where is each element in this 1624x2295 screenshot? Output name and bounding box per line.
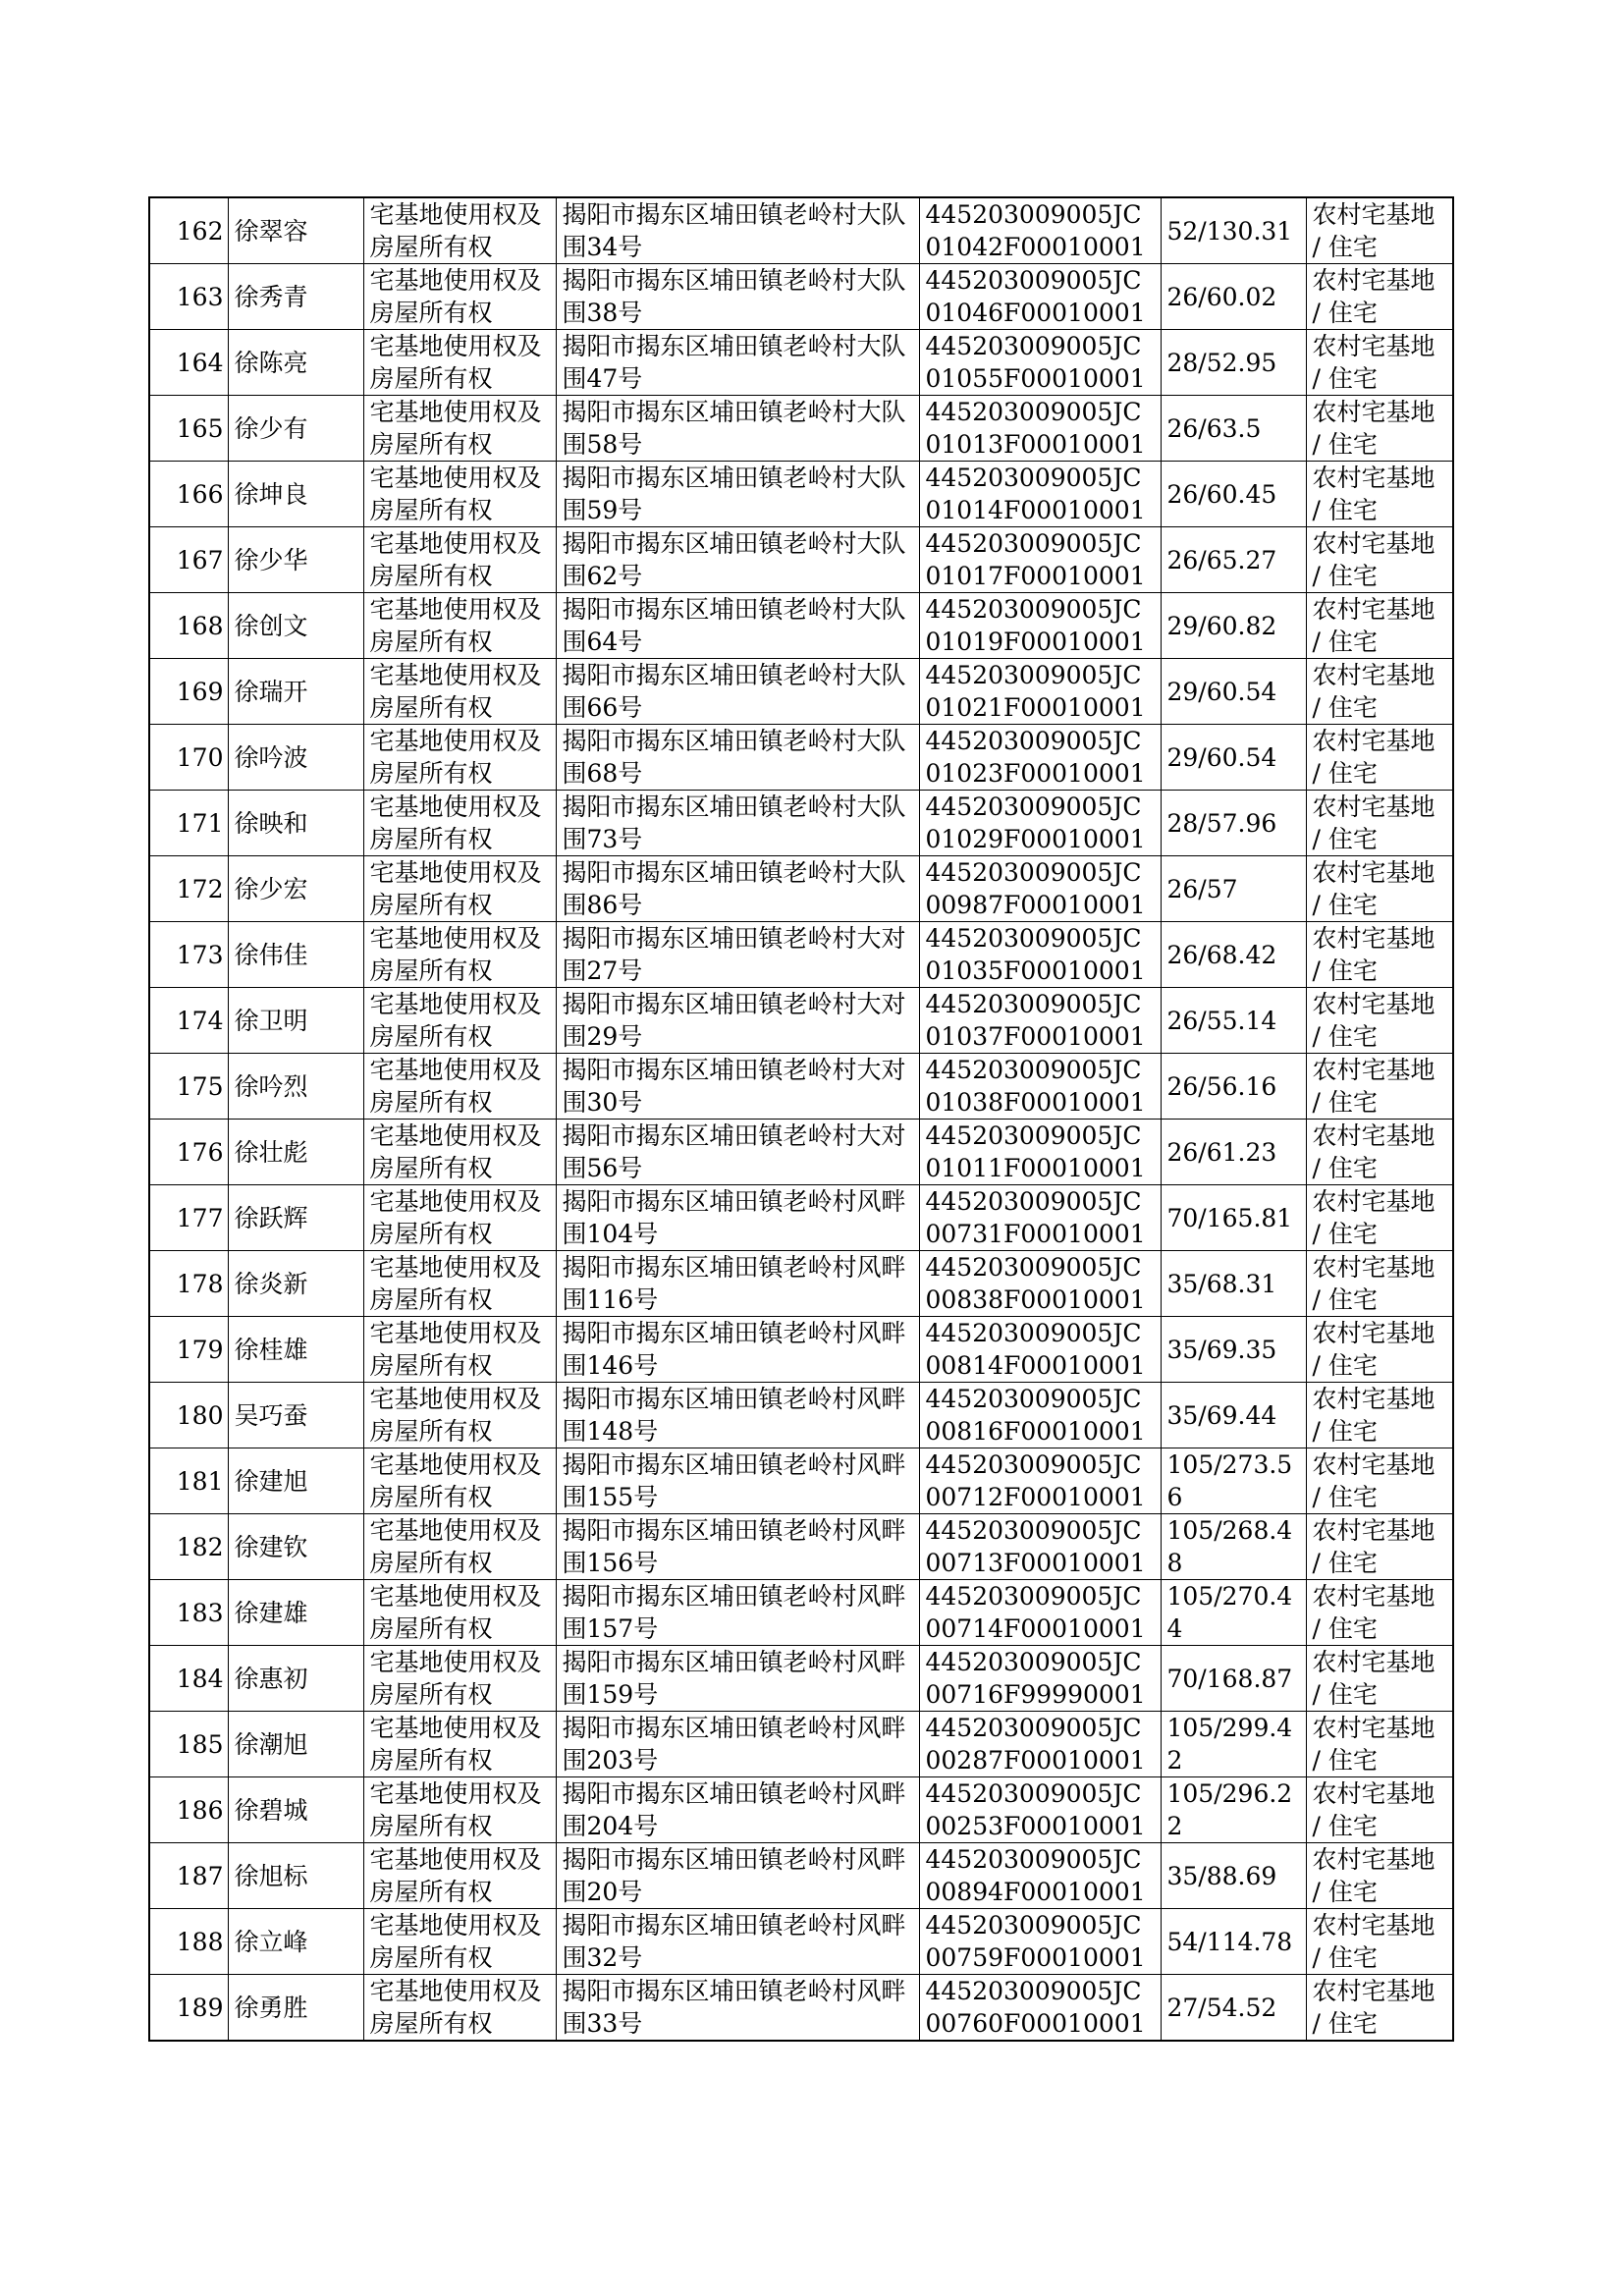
- right-type: 宅基地使用权及房屋所有权: [363, 791, 556, 856]
- row-number: 183: [149, 1580, 228, 1646]
- area-value: 26/55.14: [1161, 988, 1306, 1054]
- area-value: 105/296.22: [1161, 1777, 1306, 1843]
- property-address: 揭阳市揭东区埔田镇老岭村大队围68号: [556, 725, 919, 791]
- land-usage: 农村宅基地 / 住宅: [1306, 856, 1453, 922]
- land-usage: 农村宅基地 / 住宅: [1306, 396, 1453, 462]
- owner-name: 徐映和: [228, 791, 363, 856]
- land-usage: 农村宅基地 / 住宅: [1306, 725, 1453, 791]
- right-type: 宅基地使用权及房屋所有权: [363, 1975, 556, 2042]
- right-type: 宅基地使用权及房屋所有权: [363, 1120, 556, 1185]
- real-estate-unit-code: 445203009005JC00838F00010001: [919, 1251, 1161, 1317]
- row-number: 164: [149, 330, 228, 396]
- land-usage: 农村宅基地 / 住宅: [1306, 1317, 1453, 1383]
- owner-name: 徐碧城: [228, 1777, 363, 1843]
- table-row: [149, 1909, 1453, 1975]
- right-type: 宅基地使用权及房屋所有权: [363, 1843, 556, 1909]
- table-row: [149, 856, 1453, 922]
- owner-name: 徐旭标: [228, 1843, 363, 1909]
- area-value: 35/68.31: [1161, 1251, 1306, 1317]
- property-address: 揭阳市揭东区埔田镇老岭村风畔围156号: [556, 1514, 919, 1580]
- owner-name: 徐创文: [228, 593, 363, 659]
- row-number: 179: [149, 1317, 228, 1383]
- owner-name: 徐吟烈: [228, 1054, 363, 1120]
- area-value: 29/60.54: [1161, 725, 1306, 791]
- owner-name: 徐建旭: [228, 1448, 363, 1514]
- real-estate-unit-code: 445203009005JC01038F00010001: [919, 1054, 1161, 1120]
- table-row: [149, 725, 1453, 791]
- area-value: 29/60.54: [1161, 659, 1306, 725]
- real-estate-unit-code: 445203009005JC00287F00010001: [919, 1712, 1161, 1777]
- land-usage: 农村宅基地 / 住宅: [1306, 1909, 1453, 1975]
- area-value: 26/68.42: [1161, 922, 1306, 988]
- real-estate-unit-code: 445203009005JC01011F00010001: [919, 1120, 1161, 1185]
- row-number: 186: [149, 1777, 228, 1843]
- real-estate-unit-code: 445203009005JC01013F00010001: [919, 396, 1161, 462]
- row-number: 184: [149, 1646, 228, 1712]
- owner-name: 徐卫明: [228, 988, 363, 1054]
- table-row: [149, 1514, 1453, 1580]
- land-usage: 农村宅基地 / 住宅: [1306, 659, 1453, 725]
- row-number: 176: [149, 1120, 228, 1185]
- area-value: 27/54.52: [1161, 1975, 1306, 2042]
- real-estate-unit-code: 445203009005JC00760F00010001: [919, 1975, 1161, 2042]
- land-usage: 农村宅基地 / 住宅: [1306, 1646, 1453, 1712]
- row-number: 168: [149, 593, 228, 659]
- area-value: 105/268.48: [1161, 1514, 1306, 1580]
- area-value: 26/61.23: [1161, 1120, 1306, 1185]
- registry-table: [148, 196, 1454, 2042]
- owner-name: 徐坤良: [228, 462, 363, 527]
- land-usage: 农村宅基地 / 住宅: [1306, 527, 1453, 593]
- right-type: 宅基地使用权及房屋所有权: [363, 462, 556, 527]
- area-value: 28/52.95: [1161, 330, 1306, 396]
- right-type: 宅基地使用权及房屋所有权: [363, 593, 556, 659]
- property-address: 揭阳市揭东区埔田镇老岭村大队围58号: [556, 396, 919, 462]
- table-row: [149, 659, 1453, 725]
- land-usage: 农村宅基地 / 住宅: [1306, 197, 1453, 264]
- owner-name: 徐炎新: [228, 1251, 363, 1317]
- table-row: [149, 1843, 1453, 1909]
- owner-name: 吴巧蚕: [228, 1383, 363, 1448]
- real-estate-unit-code: 445203009005JC01021F00010001: [919, 659, 1161, 725]
- area-value: 29/60.82: [1161, 593, 1306, 659]
- property-address: 揭阳市揭东区埔田镇老岭村风畔围157号: [556, 1580, 919, 1646]
- real-estate-unit-code: 445203009005JC01017F00010001: [919, 527, 1161, 593]
- real-estate-unit-code: 445203009005JC01014F00010001: [919, 462, 1161, 527]
- row-number: 175: [149, 1054, 228, 1120]
- right-type: 宅基地使用权及房屋所有权: [363, 1251, 556, 1317]
- table-row: [149, 1448, 1453, 1514]
- owner-name: 徐伟佳: [228, 922, 363, 988]
- area-value: 70/165.81: [1161, 1185, 1306, 1251]
- table-row: [149, 1251, 1453, 1317]
- property-address: 揭阳市揭东区埔田镇老岭村风畔围32号: [556, 1909, 919, 1975]
- owner-name: 徐潮旭: [228, 1712, 363, 1777]
- real-estate-unit-code: 445203009005JC00731F00010001: [919, 1185, 1161, 1251]
- property-address: 揭阳市揭东区埔田镇老岭村大对围27号: [556, 922, 919, 988]
- row-number: 169: [149, 659, 228, 725]
- table-row: [149, 1646, 1453, 1712]
- table-row: [149, 1383, 1453, 1448]
- property-address: 揭阳市揭东区埔田镇老岭村大对围30号: [556, 1054, 919, 1120]
- row-number: 178: [149, 1251, 228, 1317]
- land-usage: 农村宅基地 / 住宅: [1306, 330, 1453, 396]
- right-type: 宅基地使用权及房屋所有权: [363, 725, 556, 791]
- real-estate-unit-code: 445203009005JC01019F00010001: [919, 593, 1161, 659]
- row-number: 174: [149, 988, 228, 1054]
- right-type: 宅基地使用权及房屋所有权: [363, 1646, 556, 1712]
- property-address: 揭阳市揭东区埔田镇老岭村大对围29号: [556, 988, 919, 1054]
- owner-name: 徐吟波: [228, 725, 363, 791]
- area-value: 105/270.44: [1161, 1580, 1306, 1646]
- right-type: 宅基地使用权及房屋所有权: [363, 1514, 556, 1580]
- area-value: 52/130.31: [1161, 197, 1306, 264]
- property-address: 揭阳市揭东区埔田镇老岭村风畔围155号: [556, 1448, 919, 1514]
- row-number: 172: [149, 856, 228, 922]
- table-row: [149, 1777, 1453, 1843]
- real-estate-unit-code: 445203009005JC00253F00010001: [919, 1777, 1161, 1843]
- land-usage: 农村宅基地 / 住宅: [1306, 1712, 1453, 1777]
- area-value: 35/69.35: [1161, 1317, 1306, 1383]
- area-value: 26/65.27: [1161, 527, 1306, 593]
- land-usage: 农村宅基地 / 住宅: [1306, 1383, 1453, 1448]
- owner-name: 徐瑞开: [228, 659, 363, 725]
- row-number: 187: [149, 1843, 228, 1909]
- row-number: 185: [149, 1712, 228, 1777]
- table-row: [149, 791, 1453, 856]
- row-number: 171: [149, 791, 228, 856]
- owner-name: 徐勇胜: [228, 1975, 363, 2042]
- real-estate-unit-code: 445203009005JC00814F00010001: [919, 1317, 1161, 1383]
- right-type: 宅基地使用权及房屋所有权: [363, 1909, 556, 1975]
- table-row: [149, 330, 1453, 396]
- owner-name: 徐建钦: [228, 1514, 363, 1580]
- property-address: 揭阳市揭东区埔田镇老岭村大队围73号: [556, 791, 919, 856]
- right-type: 宅基地使用权及房屋所有权: [363, 396, 556, 462]
- row-number: 173: [149, 922, 228, 988]
- property-address: 揭阳市揭东区埔田镇老岭村风畔围148号: [556, 1383, 919, 1448]
- owner-name: 徐少有: [228, 396, 363, 462]
- area-value: 26/57: [1161, 856, 1306, 922]
- area-value: 28/57.96: [1161, 791, 1306, 856]
- table-row: [149, 988, 1453, 1054]
- property-address: 揭阳市揭东区埔田镇老岭村风畔围20号: [556, 1843, 919, 1909]
- table-row: [149, 396, 1453, 462]
- property-address: 揭阳市揭东区埔田镇老岭村大对围56号: [556, 1120, 919, 1185]
- real-estate-unit-code: 445203009005JC00759F00010001: [919, 1909, 1161, 1975]
- area-value: 26/56.16: [1161, 1054, 1306, 1120]
- owner-name: 徐少宏: [228, 856, 363, 922]
- row-number: 188: [149, 1909, 228, 1975]
- row-number: 181: [149, 1448, 228, 1514]
- row-number: 165: [149, 396, 228, 462]
- property-address: 揭阳市揭东区埔田镇老岭村风畔围204号: [556, 1777, 919, 1843]
- row-number: 177: [149, 1185, 228, 1251]
- real-estate-unit-code: 445203009005JC01023F00010001: [919, 725, 1161, 791]
- table-row: [149, 197, 1453, 264]
- real-estate-unit-code: 445203009005JC00716F99990001: [919, 1646, 1161, 1712]
- property-address: 揭阳市揭东区埔田镇老岭村大队围59号: [556, 462, 919, 527]
- real-estate-unit-code: 445203009005JC01029F00010001: [919, 791, 1161, 856]
- real-estate-unit-code: 445203009005JC00816F00010001: [919, 1383, 1161, 1448]
- row-number: 163: [149, 264, 228, 330]
- owner-name: 徐陈亮: [228, 330, 363, 396]
- right-type: 宅基地使用权及房屋所有权: [363, 1383, 556, 1448]
- row-number: 167: [149, 527, 228, 593]
- land-usage: 农村宅基地 / 住宅: [1306, 1843, 1453, 1909]
- table-row: [149, 1712, 1453, 1777]
- property-address: 揭阳市揭东区埔田镇老岭村风畔围104号: [556, 1185, 919, 1251]
- right-type: 宅基地使用权及房屋所有权: [363, 856, 556, 922]
- land-usage: 农村宅基地 / 住宅: [1306, 264, 1453, 330]
- land-usage: 农村宅基地 / 住宅: [1306, 1120, 1453, 1185]
- right-type: 宅基地使用权及房屋所有权: [363, 922, 556, 988]
- right-type: 宅基地使用权及房屋所有权: [363, 1712, 556, 1777]
- table-row: [149, 1120, 1453, 1185]
- real-estate-unit-code: 445203009005JC01046F00010001: [919, 264, 1161, 330]
- property-address: 揭阳市揭东区埔田镇老岭村风畔围203号: [556, 1712, 919, 1777]
- table-row: [149, 1317, 1453, 1383]
- real-estate-unit-code: 445203009005JC00987F00010001: [919, 856, 1161, 922]
- row-number: 189: [149, 1975, 228, 2042]
- real-estate-unit-code: 445203009005JC01055F00010001: [919, 330, 1161, 396]
- property-address: 揭阳市揭东区埔田镇老岭村大队围34号: [556, 197, 919, 264]
- property-address: 揭阳市揭东区埔田镇老岭村大队围38号: [556, 264, 919, 330]
- right-type: 宅基地使用权及房屋所有权: [363, 330, 556, 396]
- owner-name: 徐少华: [228, 527, 363, 593]
- owner-name: 徐建雄: [228, 1580, 363, 1646]
- right-type: 宅基地使用权及房屋所有权: [363, 1317, 556, 1383]
- land-usage: 农村宅基地 / 住宅: [1306, 988, 1453, 1054]
- area-value: 105/299.42: [1161, 1712, 1306, 1777]
- area-value: 105/273.56: [1161, 1448, 1306, 1514]
- land-usage: 农村宅基地 / 住宅: [1306, 1580, 1453, 1646]
- table-row: [149, 1185, 1453, 1251]
- land-usage: 农村宅基地 / 住宅: [1306, 1514, 1453, 1580]
- real-estate-unit-code: 445203009005JC00714F00010001: [919, 1580, 1161, 1646]
- real-estate-unit-code: 445203009005JC00713F00010001: [919, 1514, 1161, 1580]
- land-usage: 农村宅基地 / 住宅: [1306, 1251, 1453, 1317]
- row-number: 182: [149, 1514, 228, 1580]
- area-value: 26/63.5: [1161, 396, 1306, 462]
- owner-name: 徐翠容: [228, 197, 363, 264]
- property-address: 揭阳市揭东区埔田镇老岭村大队围47号: [556, 330, 919, 396]
- right-type: 宅基地使用权及房屋所有权: [363, 1054, 556, 1120]
- real-estate-unit-code: 445203009005JC01037F00010001: [919, 988, 1161, 1054]
- right-type: 宅基地使用权及房屋所有权: [363, 264, 556, 330]
- property-address: 揭阳市揭东区埔田镇老岭村大队围64号: [556, 593, 919, 659]
- table-row: [149, 264, 1453, 330]
- area-value: 70/168.87: [1161, 1646, 1306, 1712]
- property-address: 揭阳市揭东区埔田镇老岭村大队围66号: [556, 659, 919, 725]
- land-usage: 农村宅基地 / 住宅: [1306, 922, 1453, 988]
- right-type: 宅基地使用权及房屋所有权: [363, 1185, 556, 1251]
- real-estate-unit-code: 445203009005JC01042F00010001: [919, 197, 1161, 264]
- land-usage: 农村宅基地 / 住宅: [1306, 791, 1453, 856]
- land-usage: 农村宅基地 / 住宅: [1306, 1777, 1453, 1843]
- land-usage: 农村宅基地 / 住宅: [1306, 1185, 1453, 1251]
- owner-name: 徐立峰: [228, 1909, 363, 1975]
- table-row: [149, 1580, 1453, 1646]
- area-value: 26/60.45: [1161, 462, 1306, 527]
- property-address: 揭阳市揭东区埔田镇老岭村大队围86号: [556, 856, 919, 922]
- table-row: [149, 527, 1453, 593]
- property-address: 揭阳市揭东区埔田镇老岭村风畔围33号: [556, 1975, 919, 2042]
- real-estate-unit-code: 445203009005JC00894F00010001: [919, 1843, 1161, 1909]
- table-row: [149, 593, 1453, 659]
- land-usage: 农村宅基地 / 住宅: [1306, 593, 1453, 659]
- owner-name: 徐跃辉: [228, 1185, 363, 1251]
- right-type: 宅基地使用权及房屋所有权: [363, 1580, 556, 1646]
- right-type: 宅基地使用权及房屋所有权: [363, 527, 556, 593]
- area-value: 54/114.78: [1161, 1909, 1306, 1975]
- property-address: 揭阳市揭东区埔田镇老岭村风畔围146号: [556, 1317, 919, 1383]
- owner-name: 徐桂雄: [228, 1317, 363, 1383]
- owner-name: 徐惠初: [228, 1646, 363, 1712]
- right-type: 宅基地使用权及房屋所有权: [363, 197, 556, 264]
- table-row: [149, 1054, 1453, 1120]
- table-row: [149, 1975, 1453, 2042]
- table-row: [149, 462, 1453, 527]
- land-usage: 农村宅基地 / 住宅: [1306, 1448, 1453, 1514]
- land-usage: 农村宅基地 / 住宅: [1306, 462, 1453, 527]
- owner-name: 徐秀青: [228, 264, 363, 330]
- registry-table-body: [149, 197, 1453, 2041]
- table-row: [149, 922, 1453, 988]
- land-usage: 农村宅基地 / 住宅: [1306, 1054, 1453, 1120]
- row-number: 180: [149, 1383, 228, 1448]
- row-number: 166: [149, 462, 228, 527]
- real-estate-unit-code: 445203009005JC00712F00010001: [919, 1448, 1161, 1514]
- property-address: 揭阳市揭东区埔田镇老岭村大队围62号: [556, 527, 919, 593]
- right-type: 宅基地使用权及房屋所有权: [363, 988, 556, 1054]
- area-value: 35/88.69: [1161, 1843, 1306, 1909]
- right-type: 宅基地使用权及房屋所有权: [363, 1777, 556, 1843]
- owner-name: 徐壮彪: [228, 1120, 363, 1185]
- right-type: 宅基地使用权及房屋所有权: [363, 659, 556, 725]
- right-type: 宅基地使用权及房屋所有权: [363, 1448, 556, 1514]
- row-number: 162: [149, 197, 228, 264]
- row-number: 170: [149, 725, 228, 791]
- real-estate-unit-code: 445203009005JC01035F00010001: [919, 922, 1161, 988]
- property-address: 揭阳市揭东区埔田镇老岭村风畔围116号: [556, 1251, 919, 1317]
- area-value: 26/60.02: [1161, 264, 1306, 330]
- area-value: 35/69.44: [1161, 1383, 1306, 1448]
- property-address: 揭阳市揭东区埔田镇老岭村风畔围159号: [556, 1646, 919, 1712]
- land-usage: 农村宅基地 / 住宅: [1306, 1975, 1453, 2042]
